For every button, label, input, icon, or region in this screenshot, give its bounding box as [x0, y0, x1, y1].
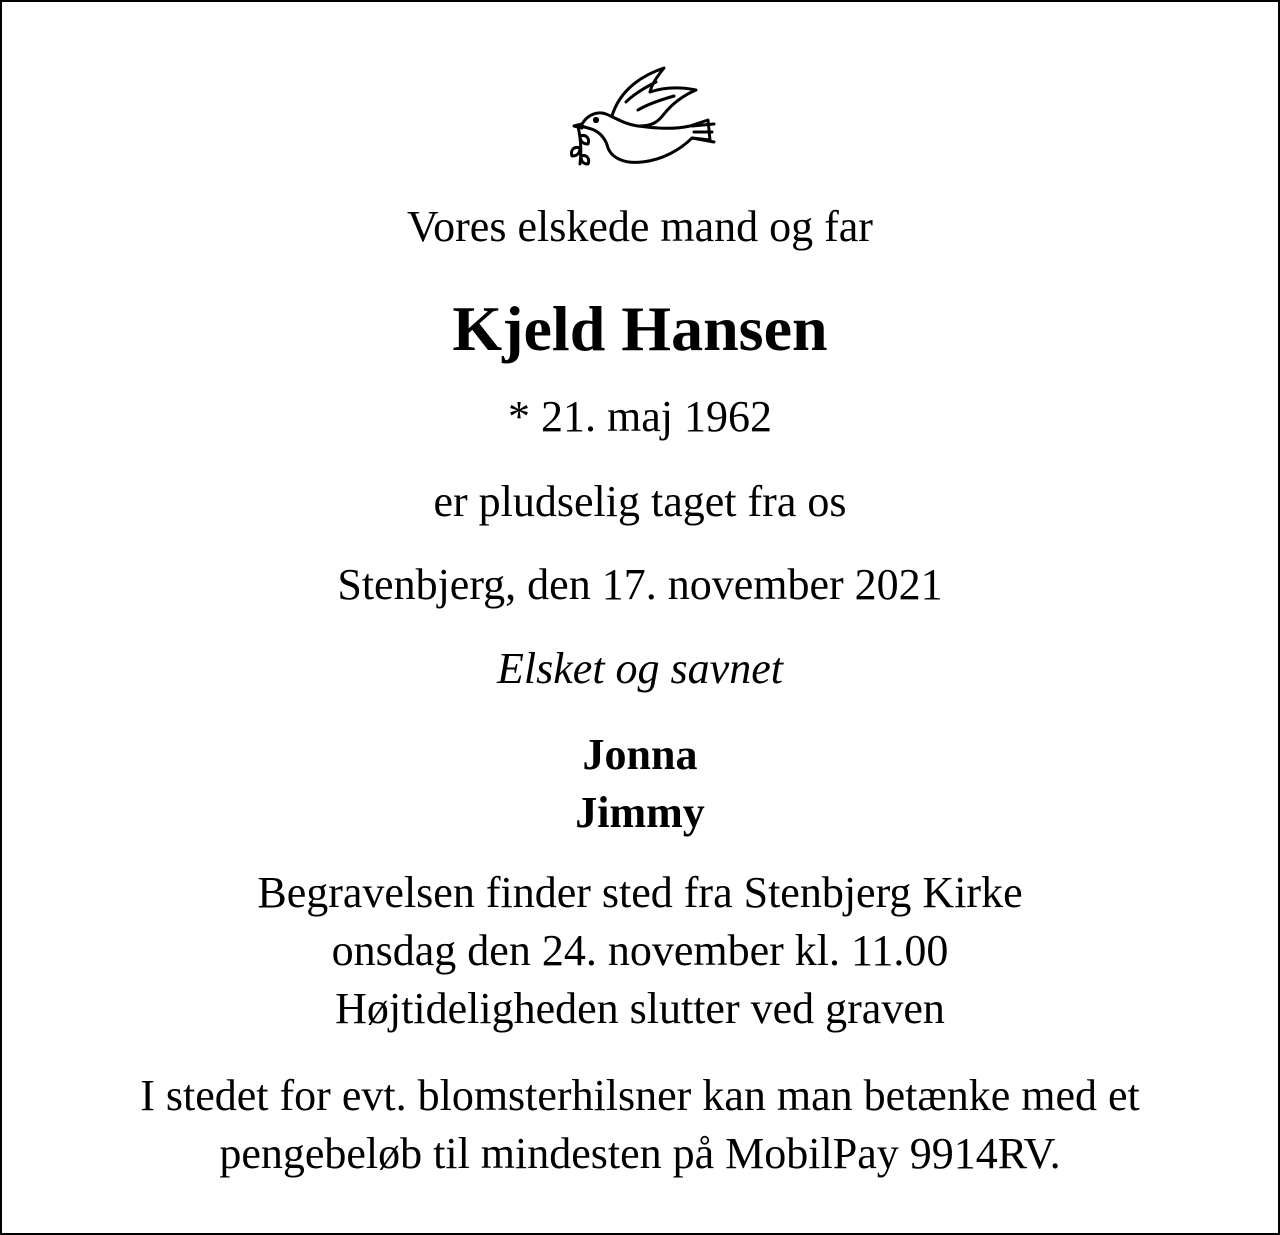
birth-date: * 21. maj 1962 — [508, 392, 772, 441]
passing-line: er pludselig taget fra os — [433, 477, 847, 526]
donation-line: pengebeløb til mindesten på MobilPay 9914RV. — [219, 1129, 1061, 1178]
funeral-info — [2, 864, 1278, 1038]
funeral-line: onsdag den 24. november kl. 11.00 — [331, 926, 949, 975]
signer-name: Jonna — [582, 730, 698, 779]
intro-line: Vores elskede mand og far — [407, 202, 873, 251]
donation-info — [2, 1067, 1278, 1183]
place-and-date: Stenbjerg, den 17. november 2021 — [337, 560, 943, 609]
tagline: Elsket og savnet — [497, 644, 783, 693]
dove-with-olive-branch-icon — [568, 64, 718, 172]
funeral-line: Begravelsen finder sted fra Stenbjerg Kirke — [257, 868, 1023, 917]
deceased-name: Kjeld Hansen — [452, 293, 828, 364]
donation-line: I stedet for evt. blomsterhilsner kan man betænke med et — [140, 1071, 1140, 1120]
signers — [2, 726, 1278, 842]
signer-name: Jimmy — [575, 788, 705, 837]
funeral-line: Højtideligheden slutter ved graven — [335, 984, 945, 1033]
